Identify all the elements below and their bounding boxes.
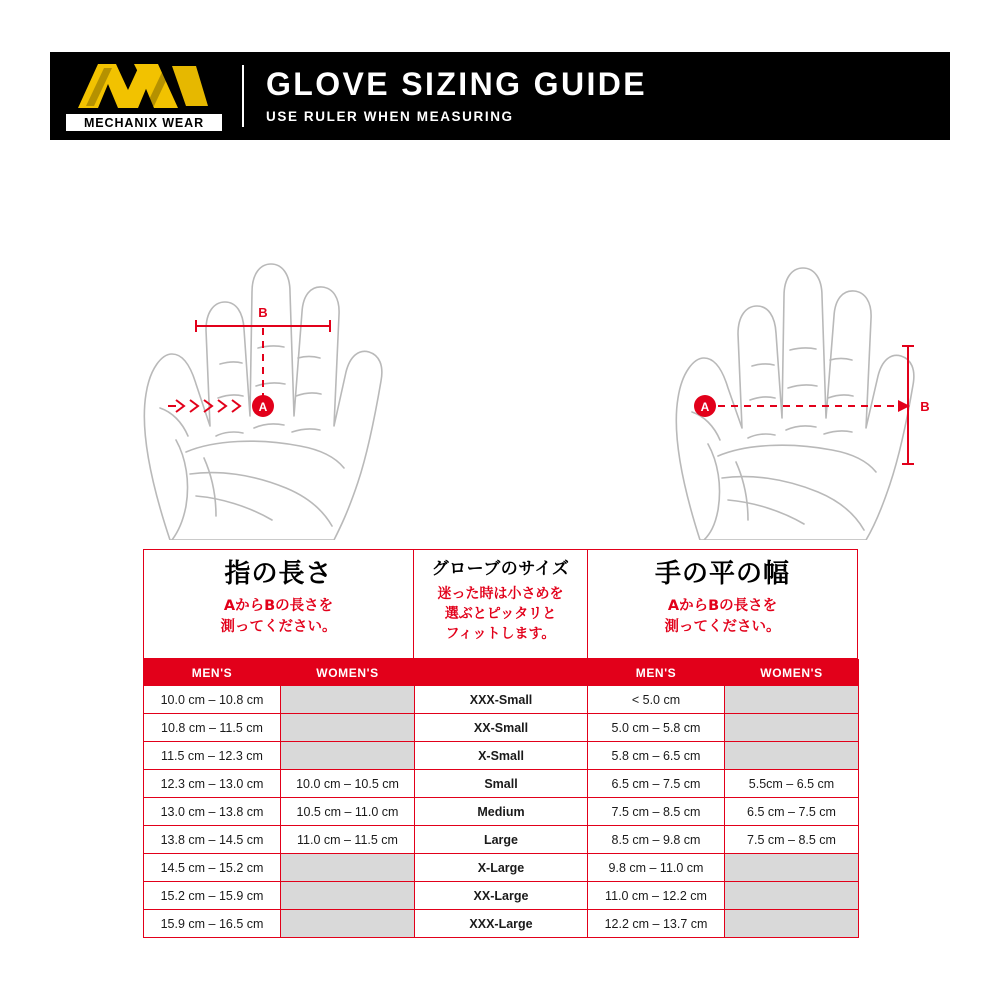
table-row — [144, 798, 859, 826]
cell-right-mens: 12.2 cm – 13.7 cm — [588, 910, 725, 938]
panel-palm-width-note — [592, 596, 853, 638]
panel-finger-length-note-line2: 測ってください。 — [220, 618, 337, 635]
hand-diagram-svg — [0, 140, 1000, 540]
cell-left-womens: 10.0 cm – 10.5 cm — [281, 770, 415, 798]
svg-text:B: B — [258, 305, 268, 320]
cell-right-mens: 6.5 cm – 7.5 cm — [588, 770, 725, 798]
panel-palm-width-note-line1: AからBの長さを — [667, 597, 778, 614]
panel-palm-width — [587, 549, 858, 659]
cell-right-mens: 8.5 cm – 9.8 cm — [588, 826, 725, 854]
cell-right-womens: 5.5cm – 6.5 cm — [725, 770, 859, 798]
cell-right-mens: 5.8 cm – 6.5 cm — [588, 742, 725, 770]
page-subtitle: USE RULER WHEN MEASURING — [266, 108, 514, 124]
header-right-womens: WOMEN'S — [725, 660, 859, 686]
cell-left-mens: 12.3 cm – 13.0 cm — [144, 770, 281, 798]
cell-left-womens — [281, 882, 415, 910]
panel-palm-width-title: 手の平の幅 — [654, 559, 790, 589]
svg-text:A: A — [700, 400, 710, 414]
header-banner — [50, 52, 950, 140]
cell-left-mens: 13.0 cm – 13.8 cm — [144, 798, 281, 826]
panel-glove-size-note-line3: フィットします。 — [445, 626, 556, 643]
cell-left-womens — [281, 742, 415, 770]
cell-left-mens: 11.5 cm – 12.3 cm — [144, 742, 281, 770]
hand-diagrams — [0, 140, 1000, 540]
cell-left-mens: 10.0 cm – 10.8 cm — [144, 686, 281, 714]
cell-right-mens: 7.5 cm – 8.5 cm — [588, 798, 725, 826]
panel-glove-size-note — [418, 584, 583, 645]
cell-left-womens: 10.5 cm – 11.0 cm — [281, 798, 415, 826]
cell-left-mens: 10.8 cm – 11.5 cm — [144, 714, 281, 742]
mechanix-m-icon — [76, 60, 212, 112]
cell-right-womens — [725, 686, 859, 714]
cell-size: XX-Small — [415, 714, 588, 742]
panel-finger-length-note-line1: AからBの長さを — [223, 597, 334, 614]
cell-left-mens: 13.8 cm – 14.5 cm — [144, 826, 281, 854]
cell-left-womens — [281, 854, 415, 882]
brand-logo — [50, 52, 236, 140]
header-size — [415, 660, 588, 686]
panel-glove-size — [414, 549, 587, 659]
table-row — [144, 714, 859, 742]
header-left-mens: MEN'S — [144, 660, 281, 686]
panel-glove-size-note-line1: 迷った時は小さめを — [437, 585, 564, 602]
table-row — [144, 826, 859, 854]
table-row — [144, 854, 859, 882]
panel-titles-row — [143, 549, 858, 659]
table-row — [144, 686, 859, 714]
header-right-mens: MEN'S — [588, 660, 725, 686]
panel-glove-size-note-line2: 選ぶとピッタリと — [444, 605, 557, 622]
cell-right-womens: 7.5 cm – 8.5 cm — [725, 826, 859, 854]
panel-finger-length — [143, 549, 414, 659]
cell-size: XX-Large — [415, 882, 588, 910]
sizing-table — [143, 659, 859, 938]
cell-size: Medium — [415, 798, 588, 826]
cell-left-mens: 14.5 cm – 15.2 cm — [144, 854, 281, 882]
table-row — [144, 742, 859, 770]
cell-size: XXX-Large — [415, 910, 588, 938]
cell-left-womens — [281, 714, 415, 742]
cell-left-mens: 15.9 cm – 16.5 cm — [144, 910, 281, 938]
table-row — [144, 770, 859, 798]
cell-size: Small — [415, 770, 588, 798]
cell-right-mens: < 5.0 cm — [588, 686, 725, 714]
cell-left-womens — [281, 686, 415, 714]
table-header-row — [144, 660, 859, 686]
cell-left-mens: 15.2 cm – 15.9 cm — [144, 882, 281, 910]
table-row — [144, 882, 859, 910]
cell-left-womens — [281, 910, 415, 938]
cell-right-womens — [725, 854, 859, 882]
header-left-womens: WOMEN'S — [281, 660, 415, 686]
cell-right-womens — [725, 742, 859, 770]
cell-right-mens: 9.8 cm – 11.0 cm — [588, 854, 725, 882]
svg-text:A: A — [258, 400, 268, 414]
cell-left-womens: 11.0 cm – 11.5 cm — [281, 826, 415, 854]
header-text-block — [244, 68, 647, 124]
cell-size: XXX-Small — [415, 686, 588, 714]
sizing-tables — [143, 549, 858, 938]
cell-size: X-Large — [415, 854, 588, 882]
panel-palm-width-note-line2: 測ってください。 — [664, 618, 781, 635]
cell-size: X-Small — [415, 742, 588, 770]
brand-wordmark: MECHANIX WEAR — [66, 114, 222, 131]
page-title: GLOVE SIZING GUIDE — [266, 66, 648, 103]
cell-right-womens — [725, 910, 859, 938]
table-row — [144, 910, 859, 938]
svg-text:B: B — [920, 399, 930, 414]
cell-right-mens: 11.0 cm – 12.2 cm — [588, 882, 725, 910]
cell-right-womens: 6.5 cm – 7.5 cm — [725, 798, 859, 826]
panel-finger-length-title: 指の長さ — [224, 559, 333, 589]
panel-finger-length-note — [148, 596, 409, 638]
cell-right-mens: 5.0 cm – 5.8 cm — [588, 714, 725, 742]
cell-right-womens — [725, 882, 859, 910]
cell-right-womens — [725, 714, 859, 742]
cell-size: Large — [415, 826, 588, 854]
panel-glove-size-title: グローブのサイズ — [431, 559, 570, 579]
sizing-table-body — [144, 686, 859, 938]
